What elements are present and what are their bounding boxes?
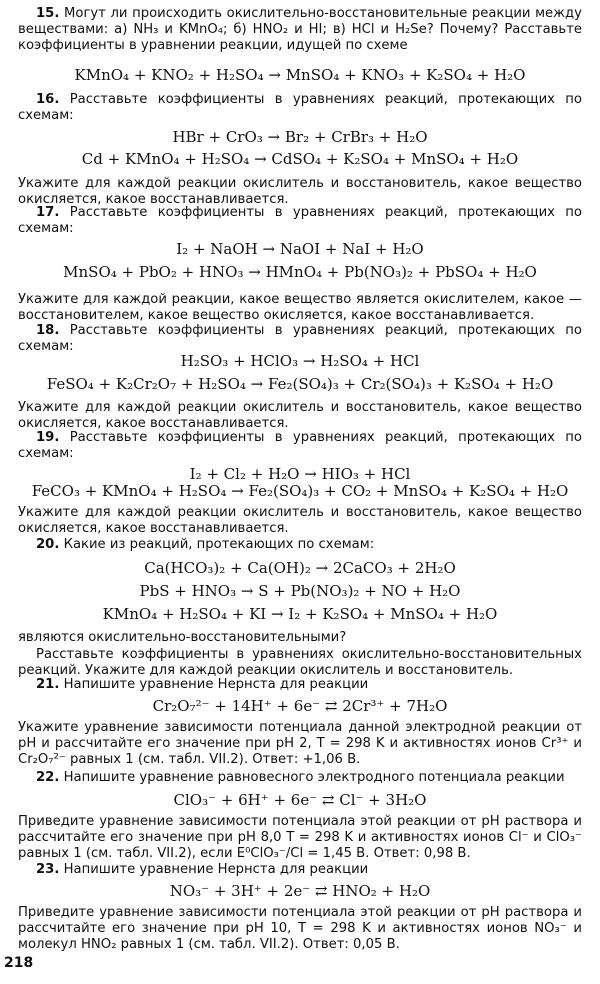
problem-body: Напишите уравнение равновесного электродного потенциала реакции xyxy=(63,770,565,785)
reaction-equation: PbS + HNO₃ → S + Pb(NO₃)₂ + NO + H₂O xyxy=(139,582,461,600)
problem-body: Приведите уравнение зависимости потенциала этой реакции от pH раствора и рассчитайте его значение при pH 10, T = 298 K и активностях ионов NO₃⁻ и молекул HNO₂ равных 1 (см. табл. VII.2). Ответ: 0,05 В. xyxy=(18,905,582,952)
problem-body: Расставьте коэффициенты в уравнениях окислительно-восстановительных реакций. Укажите для каждой реакции окислитель и восстановитель. xyxy=(18,647,582,678)
problem-statement xyxy=(18,92,582,124)
problem-number: 20. xyxy=(36,537,60,552)
reaction-equation: ClO₃⁻ + 6H⁺ + 6e⁻ ⇄ Cl⁻ + 3H₂O xyxy=(173,791,427,809)
problem-statement xyxy=(18,323,582,355)
problem-body: являются окислительно-восстановительными? xyxy=(18,630,347,645)
reaction-equation: Ca(HCO₃)₂ + Ca(OH)₂ → 2CaCO₃ + 2H₂O xyxy=(144,559,456,577)
problem-number: 23. xyxy=(36,862,60,877)
page-number: 218 xyxy=(4,955,34,971)
problem-text xyxy=(18,630,582,646)
problem-body: Какие из реакций, протекающих по схемам: xyxy=(63,537,375,552)
reaction-equation: H₂SO₃ + HClO₃ → H₂SO₄ + HCl xyxy=(180,352,420,370)
problem-text xyxy=(18,176,582,208)
reaction-equation: FeSO₄ + K₂Cr₂O₇ + H₂SO₄ → Fe₂(SO₄)₃ + Cr₂(SO₄)₃ + K₂SO₄ + H₂O xyxy=(46,375,554,393)
problem-number: 18. xyxy=(36,323,60,338)
problem-text xyxy=(18,905,582,953)
problem-statement xyxy=(18,6,582,54)
reaction-equation: Cd + KMnO₄ + H₂SO₄ → CdSO₄ + K₂SO₄ + MnSO₄ + H₂O xyxy=(81,150,519,168)
problem-number: 15. xyxy=(36,6,60,21)
reaction-equation: KMnO₄ + KNO₂ + H₂SO₄ → MnSO₄ + KNO₃ + K₂SO₄ + H₂O xyxy=(74,66,526,84)
problem-body: Приведите уравнение зависимости потенциала этой реакции от pH раствора и рассчитайте его значение при pH 8,0 T = 298 K и активностях ионов Cl⁻ и ClO₃⁻ равных 1 (см. табл. VII.2), если E⁰ClO₃⁻/Cl = 1,45 В. Ответ: 0,98 В. xyxy=(18,814,582,861)
problem-body: Укажите для каждой реакции, какое вещество является окислителем, какое — восстановителем, какое вещество окисляется, какое восстанавливается. xyxy=(18,292,582,323)
problem-body: Расставьте коэффициенты в уравнениях реакций, протекающих по схемам: xyxy=(18,323,582,354)
problem-body: Расставьте коэффициенты в уравнениях реакций, протекающих по схемам: xyxy=(18,92,582,123)
problem-number: 19. xyxy=(36,430,60,445)
problem-body: Укажите для каждой реакции окислитель и восстановитель, какое вещество окисляется, какое восстанавливается. xyxy=(18,176,582,207)
problem-number: 16. xyxy=(36,92,60,107)
problem-text xyxy=(18,647,582,679)
problem-body: Укажите для каждой реакции окислитель и восстановитель, какое вещество окисляется, какое восстанавливается. xyxy=(18,505,582,536)
problem-statement xyxy=(18,205,582,237)
problem-statement xyxy=(18,862,582,878)
problem-number: 21. xyxy=(36,677,60,692)
problem-body: Напишите уравнение Нернста для реакции xyxy=(63,677,369,692)
problem-body: Могут ли происходить окислительно-восстановительные реакции между веществами: а) NH₃ и KMnO₄; б) HNO₂ и HI; в) HCl и H₂Se? Почему? Расставьте коэффициенты в уравнении реакции, идущей по схеме xyxy=(18,6,582,53)
reaction-equation: NO₃⁻ + 3H⁺ + 2e⁻ ⇄ HNO₂ + H₂O xyxy=(169,882,431,900)
reaction-equation: I₂ + NaOH → NaOI + NaI + H₂O xyxy=(176,240,424,258)
reaction-equation: KMnO₄ + H₂SO₄ + KI → I₂ + K₂SO₄ + MnSO₄ + H₂O xyxy=(102,605,498,623)
problem-body: Напишите уравнение Нернста для реакции xyxy=(63,862,369,877)
problem-statement xyxy=(18,537,582,553)
problem-body: Расставьте коэффициенты в уравнениях реакций, протекающих по схемам: xyxy=(18,205,582,236)
problem-text xyxy=(18,720,582,768)
problem-statement xyxy=(18,677,582,693)
problem-statement xyxy=(18,770,582,786)
problem-number: 17. xyxy=(36,205,60,220)
problem-text xyxy=(18,292,582,324)
problem-number: 22. xyxy=(36,770,60,785)
reaction-equation: FeCO₃ + KMnO₄ + H₂SO₄ → Fe₂(SO₄)₃ + CO₂ + MnSO₄ + K₂SO₄ + H₂O xyxy=(31,482,569,500)
reaction-equation: MnSO₄ + PbO₂ + HNO₃ → HMnO₄ + Pb(NO₃)₂ + PbSO₄ + H₂O xyxy=(63,263,537,281)
problem-text xyxy=(18,505,582,537)
problem-body: Укажите для каждой реакции окислитель и восстановитель, какое вещество окисляется, какое восстанавливается. xyxy=(18,400,582,431)
problem-text xyxy=(18,400,582,432)
reaction-equation: HBr + CrO₃ → Br₂ + CrBr₃ + H₂O xyxy=(172,128,428,146)
problem-body: Расставьте коэффициенты в уравнениях реакций, протекающих по схемам: xyxy=(18,430,582,461)
reaction-equation: Cr₂O₇²⁻ + 14H⁺ + 6e⁻ ⇄ 2Cr³⁺ + 7H₂O xyxy=(152,697,448,715)
problem-statement xyxy=(18,430,582,462)
reaction-equation: I₂ + Cl₂ + H₂O → HIO₃ + HCl xyxy=(189,465,411,483)
problem-body: Укажите уравнение зависимости потенциала данной электродной реакции от pH и рассчитайте его значение при pH 2, T = 298 K и активностях ионов Cr³⁺ и Cr₂O₇²⁻ равных 1 (см. табл. VII.2). Ответ: +1,06 В. xyxy=(18,720,582,767)
problem-text xyxy=(18,814,582,862)
